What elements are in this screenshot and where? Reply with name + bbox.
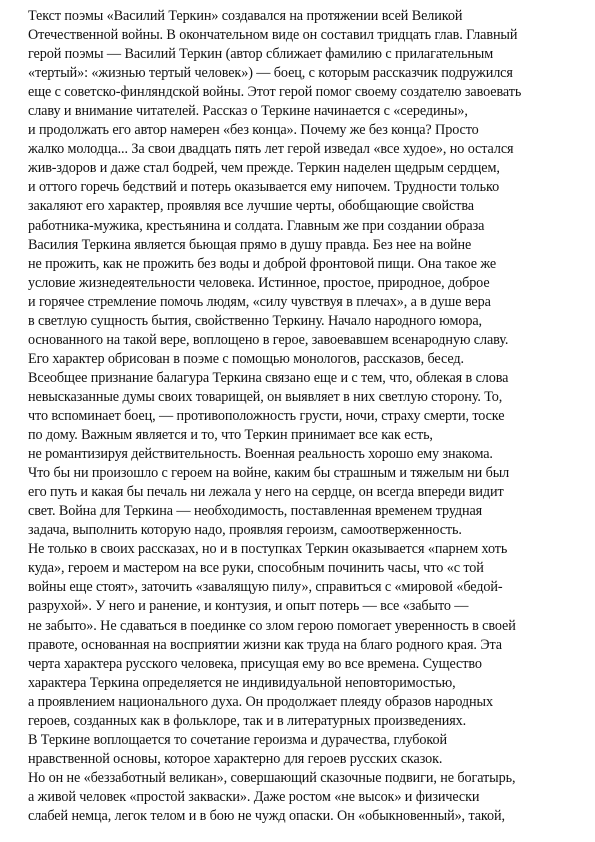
- text-line: жив-здоров и даже стал бодрей, чем прежде. Теркин наделен щедрым сердцем,: [28, 160, 500, 177]
- text-line: правоте, основанная на восприятии жизни как труда на благо родного края. Эта: [28, 636, 502, 653]
- text-line: и продолжать его автор намерен «без конца». Почему же без конца? Просто: [28, 122, 479, 139]
- text-line: основанного на такой вере, воплощено в герое, завоевавшем всенародную славу.: [28, 331, 509, 348]
- text-line: славу и внимание читателей. Рассказ о Теркине начинается с «середины»,: [28, 103, 468, 120]
- text-line: еще с советско-финляндской войны. Этот герой помог своему создателю завоевать: [28, 84, 522, 101]
- text-line: Его характер обрисован в поэме с помощью монологов, рассказов, бесед.: [28, 350, 464, 367]
- text-line: черта характера русского человека, присущая ему во все времена. Существо: [28, 655, 482, 672]
- text-line: условие жизнедеятельности человека. Истинное, простое, природное, доброе: [28, 274, 490, 291]
- text-line: куда», героем и мастером на все руки, способным починить часы, что «с той: [28, 560, 484, 577]
- text-line: работника-мужика, крестьянина и солдата. Главным же при создании образа: [28, 217, 485, 234]
- text-line: Но он не «беззаботный великан», совершающий сказочные подвиги, не богатырь,: [28, 769, 516, 786]
- text-line: свет. Война для Теркина — необходимость, поставленная временем трудная: [28, 503, 483, 520]
- text-line: Василия Теркина является бьющая прямо в душу правда. Без нее на войне: [28, 236, 472, 253]
- text-line: герой поэмы — Василий Теркин (автор сближает фамилию с прилагательным: [28, 46, 494, 63]
- text-line: Текст поэмы «Василий Теркин» создавался на протяжении всей Великой: [28, 8, 463, 24]
- text-line: слабей немца, легок телом и в бою не чужд опаски. Он «обыкновенный», такой,: [28, 807, 505, 824]
- text-line: и оттого горечь бедствий и потерь оказывается ему нипочем. Трудности только: [28, 179, 500, 196]
- text-line: войны еще стоят», заточить «завалящую пилу», справиться с «мировой «бедой-: [28, 579, 503, 596]
- text-line: Не только в своих рассказах, но и в поступках Теркин оказывается «парнем хоть: [28, 541, 508, 558]
- text-line: а проявлением национального духа. Он продолжает плеяду образов народных: [28, 693, 493, 710]
- text-line: его путь и какая бы печаль ни лежала у него на сердце, он всегда впереди видит: [28, 484, 504, 501]
- text-line: характера Теркина определяется не индивидуальной неповторимостью,: [28, 674, 456, 691]
- text-line: что вспоминает боец, — противоположность грусти, ночи, страху смерти, тоске: [28, 407, 505, 424]
- text-line: в светлую сущность бытия, свойственно Теркину. Начало народного юмора,: [28, 312, 483, 329]
- text-line: «тертый»: «жизнью тертый человек») — боец, с которым рассказчик подружился: [28, 65, 513, 82]
- text-line: а живой человек «простой закваски». Даже ростом «не высок» и физически: [28, 788, 480, 805]
- text-line: Что бы ни произошло с героем на войне, каким бы страшным и тяжелым ни был: [28, 465, 510, 482]
- text-line: не прожить, как не прожить без воды и доброй фронтовой пищи. Она такое же: [28, 255, 497, 272]
- text-line: задача, выполнить которую надо, проявляя героизм, самоотверженность.: [28, 522, 462, 539]
- text-line: героев, созданных как в фольклоре, так и в литературных произведениях.: [28, 712, 467, 729]
- text-line: нравственной основы, которое характерно для героев русских сказок.: [28, 750, 443, 767]
- text-line: жалко молодца... За свои двадцать пять лет герой изведал «все худое», но остался: [28, 141, 514, 158]
- text-line: невысказанные думы своих товарищей, он выявляет в них светлую сторону. То,: [28, 388, 503, 405]
- text-line: закаляют его характер, проявляя все лучшие черты, обобщающие свойства: [28, 198, 474, 215]
- text-line: разрухой». У него и ранение, и контузия, и опыт потерь — все «забыто —: [28, 598, 469, 615]
- text-line: и горячее стремление помочь людям, «силу чувствуя в плечах», а в душе вера: [28, 293, 491, 310]
- text-line: по дому. Важным является и то, что Теркин принимает все как есть,: [28, 427, 433, 444]
- text-line: не забыто». Не сдаваться в поединке со злом герою помогает уверенность в своей: [28, 617, 516, 634]
- essay-text: [28, 7, 573, 826]
- text-line: не романтизируя действительность. Военная реальность хорошо ему знакома.: [28, 446, 493, 463]
- text-line: Всеобщее признание балагура Теркина связано еще и с тем, что, облекая в слова: [28, 369, 509, 386]
- text-line: В Теркине воплощается то сочетание героизма и дурачества, глубокой: [28, 731, 447, 748]
- text-line: Отечественной войны. В окончательном виде он составил тридцать глав. Главный: [28, 27, 518, 44]
